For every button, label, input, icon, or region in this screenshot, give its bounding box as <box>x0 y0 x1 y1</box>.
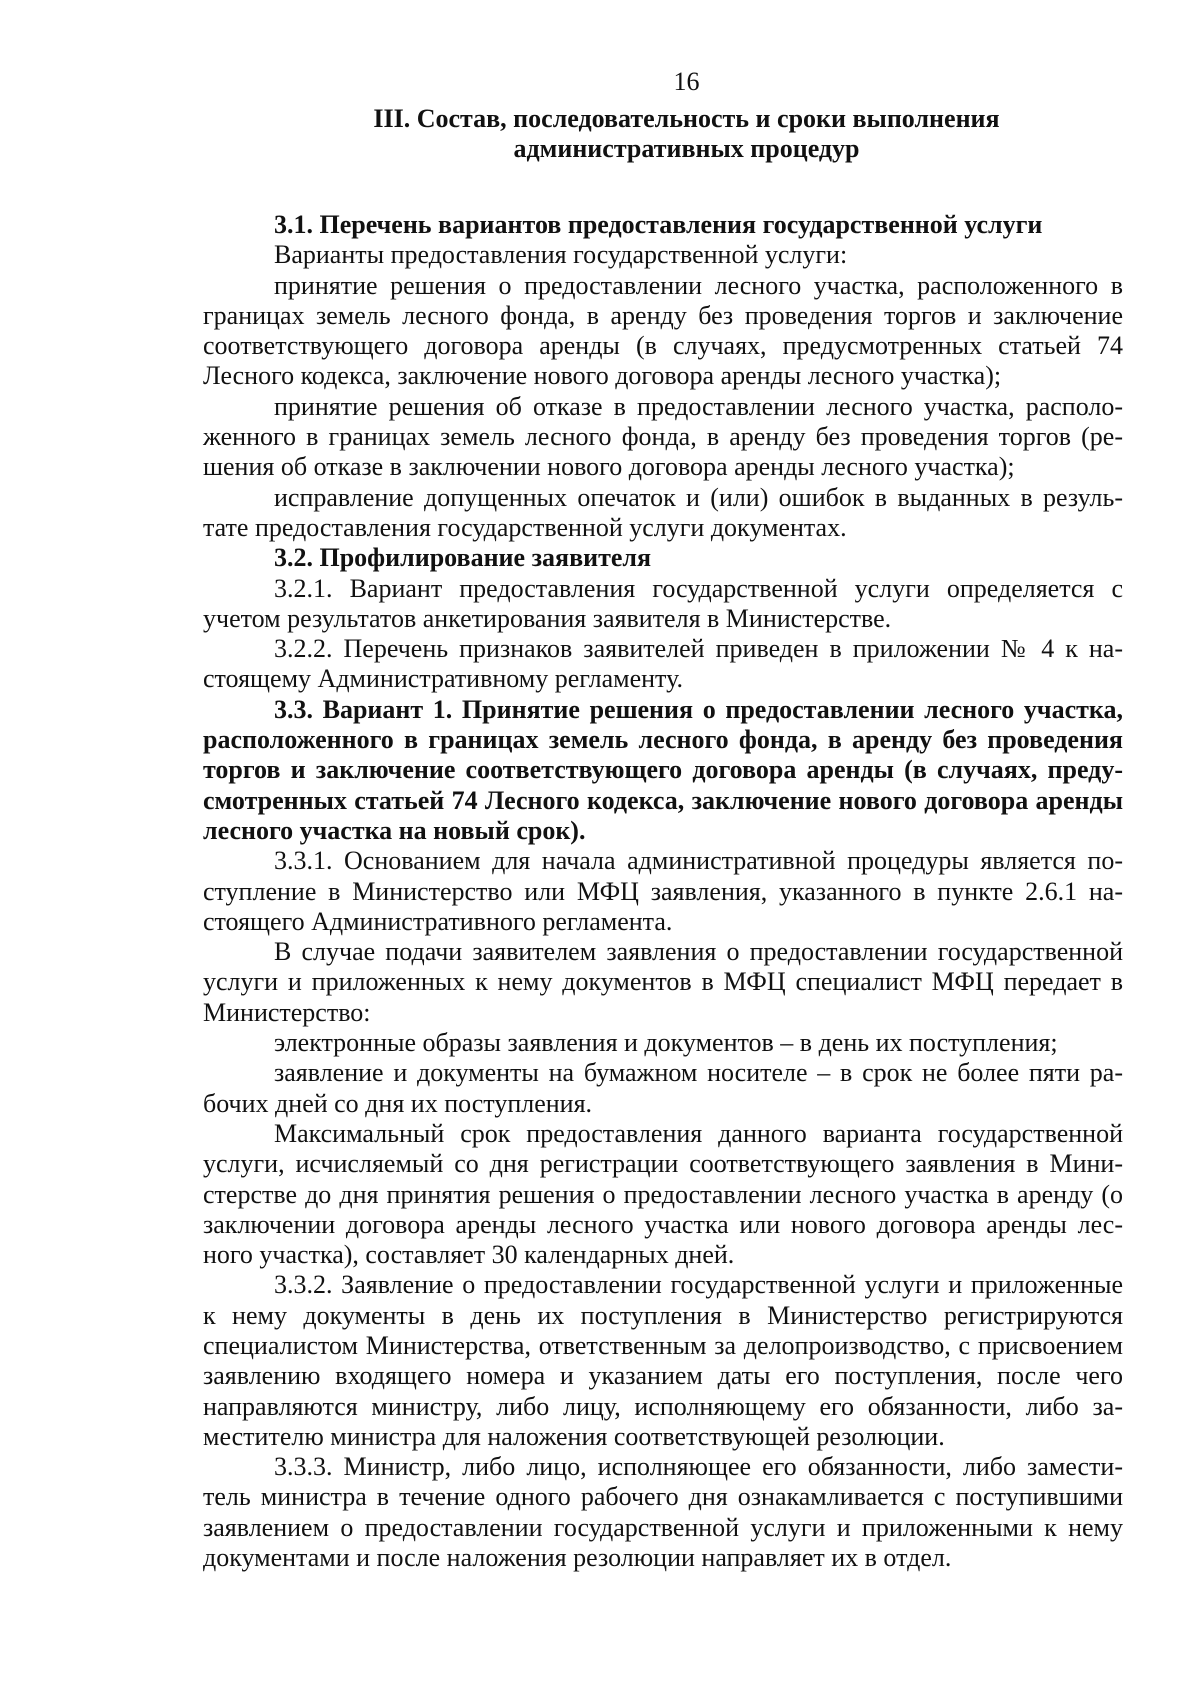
body-text <box>203 210 1123 1573</box>
body-paragraph: принятие решения о предоставлении лесного участка, расположенного в границах земель лесного фонда, в аренду без проведения торгов и заключение соответствующего договора аренды (в случаях, предусмотренных статьей 74 Лесного кодекса, заключение нового договора аренды лесного участка); <box>203 270 1123 391</box>
document-page <box>203 68 1123 1573</box>
body-paragraph: 3.2.2. Перечень признаков заявителей приведен в приложении № 4 к настоящему Административному регламенту. <box>203 634 1123 694</box>
body-paragraph: электронные образы заявления и документов – в день их поступления; <box>274 1028 1058 1058</box>
section-heading-paragraph: 3.1. Перечень вариантов предоставления государственной услуги <box>274 210 1043 239</box>
body-paragraph: Варианты предоставления государственной услуги: <box>274 240 848 270</box>
section-title <box>250 104 1123 164</box>
body-paragraph: 3.3.1. Основанием для начала административной процедуры является поступление в Министерство или МФЦ заявления, указанного в пункте 2.6.1 настоящего Административного регламента. <box>203 846 1123 936</box>
body-paragraph: Максимальный срок предоставления данного варианта государственной услуги, исчисляемый со дня регистрации соответствующего заявления в Министерстве до дня принятия решения о предоставлении лесного участка в аренду (о заключении договора аренды лесного участка или нового договора аренды лесного участка), составляет 30 календарных дней. <box>203 1118 1123 1270</box>
body-paragraph: В случае подачи заявителем заявления о предоставлении государственной услуги и приложенных к нему документов в МФЦ специалист МФЦ передает в Министерство: <box>203 937 1123 1027</box>
body-paragraph: 3.3.2. Заявление о предоставлении государственной услуги и приложенные к нему документы в день их поступления в Министерство регистрируются специалистом Министерства, ответственным за делопроизводство, с присвоением заявлению входящего номера и указанием даты его поступления, после чего направляются министру, либо лицу, исполняющему его обязанности, либо заместителю министра для наложения соответствующей резолюции. <box>203 1270 1123 1451</box>
body-paragraph: исправление допущенных опечаток и (или) ошибок в выданных в результате предоставления государственной услуги документах. <box>203 482 1123 542</box>
section-title-line-2: административных процедур <box>513 134 860 163</box>
section-heading-paragraph: 3.3. Вариант 1. Принятие решения о предоставлении лесного участка, расположенного в границах земель лесного фонда, в аренду без проведения торгов и заключение соответствующего договора аренды (в случаях, предусмотренных статьей 74 Лесного кодекса, заключение нового договора аренды лесного участка на новый срок). <box>203 694 1123 845</box>
body-paragraph: 3.3.3. Министр, либо лицо, исполняющее его обязанности, либо заместитель министра в течение одного рабочего дня ознакамливается с поступившими заявлением о предоставлении государственной услуги и приложенными к нему документами и после наложения резолюции направляет их в отдел. <box>203 1452 1123 1573</box>
section-heading-paragraph: 3.2. Профилирование заявителя <box>274 543 652 573</box>
body-paragraph: 3.2.1. Вариант предоставления государственной услуги определяется с учетом результатов анкетирования заявителя в Министерстве. <box>203 573 1123 633</box>
body-paragraph: заявление и документы на бумажном носителе – в срок не более пяти рабочих дней со дня их поступления. <box>203 1058 1123 1118</box>
heading-spacer <box>203 164 1123 210</box>
page-number: 16 <box>673 67 700 96</box>
body-paragraph: принятие решения об отказе в предоставлении лесного участка, расположенного в границах земель лесного фонда, в аренду без проведения торгов (решения об отказе в заключении нового договора аренды лесного участка); <box>203 391 1123 482</box>
section-title-line-1: III. Состав, последовательность и сроки выполнения <box>373 104 1000 133</box>
